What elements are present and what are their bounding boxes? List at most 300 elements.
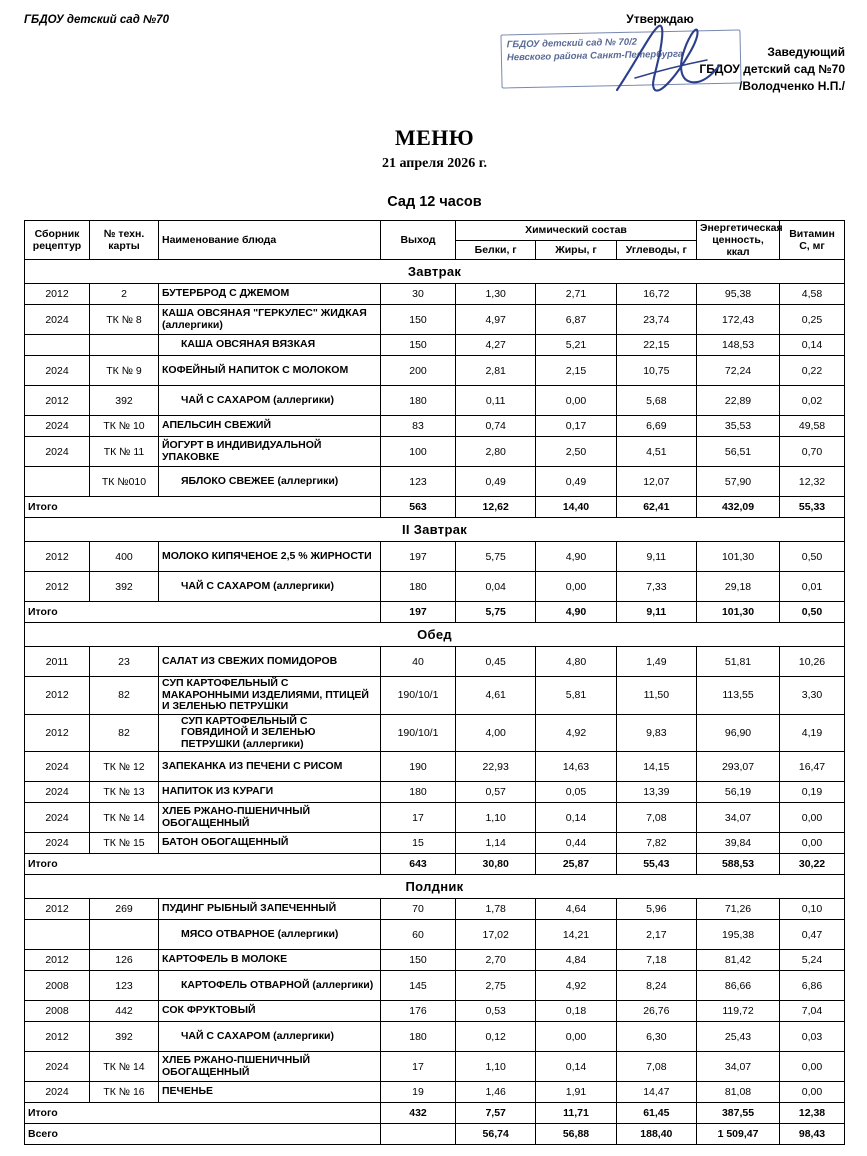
cell-output: 17 [381, 1052, 456, 1082]
cell-energy: 34,07 [697, 803, 780, 833]
cell-output: 145 [381, 971, 456, 1001]
cell-carbs: 7,08 [616, 1052, 696, 1082]
cell-output: 60 [381, 920, 456, 950]
col-energy: Энергетическая ценность, ккал [697, 221, 780, 260]
cell-vitamin-c: 0,03 [780, 1022, 845, 1052]
cell-dish-name: СУП КАРТОФЕЛЬНЫЙ С ГОВЯДИНОЙ И ЗЕЛЕНЬЮ ПЕТРУШКИ (аллергики) [159, 714, 381, 752]
cell-tech-card: ТК № 10 [90, 416, 159, 437]
cell-fats: 2,15 [536, 356, 616, 386]
cell-proteins: 5,75 [456, 542, 536, 572]
cell-proteins: 0,57 [456, 782, 536, 803]
cell-energy: 72,24 [697, 356, 780, 386]
cell-sbornik: 2012 [25, 542, 90, 572]
cell-vitamin-c: 12,32 [780, 467, 845, 497]
cell-sbornik: 2024 [25, 437, 90, 467]
cell-carbs: 12,07 [616, 467, 696, 497]
section-total-row [25, 602, 845, 623]
cell-energy: 34,07 [697, 1052, 780, 1082]
cell-sbornik [25, 920, 90, 950]
cell-tech-card: 123 [90, 971, 159, 1001]
cell-energy: 56,51 [697, 437, 780, 467]
cell-dish-name: ЧАЙ С САХАРОМ (аллергики) [159, 1022, 381, 1052]
cell-proteins: 0,45 [456, 647, 536, 677]
section-title: II Завтрак [25, 518, 845, 542]
cell-sbornik: 2024 [25, 782, 90, 803]
cell-carbs: 26,76 [616, 1001, 696, 1022]
cell-proteins: 22,93 [456, 752, 536, 782]
cell-tech-card: 23 [90, 647, 159, 677]
cell-tech-card: ТК №010 [90, 467, 159, 497]
cell-dish-name: СОК ФРУКТОВЫЙ [159, 1001, 381, 1022]
cell-carbs: 16,72 [616, 284, 696, 305]
cell-output: 190/10/1 [381, 714, 456, 752]
total-vitamin-c: 30,22 [780, 854, 845, 875]
cell-energy: 101,30 [697, 542, 780, 572]
col-carbs: Углеводы, г [616, 240, 696, 260]
cell-tech-card: 269 [90, 899, 159, 920]
cell-sbornik: 2012 [25, 284, 90, 305]
cell-tech-card: ТК № 8 [90, 305, 159, 335]
cell-energy: 81,08 [697, 1082, 780, 1103]
cell-energy: 56,19 [697, 782, 780, 803]
cell-sbornik: 2024 [25, 1052, 90, 1082]
cell-proteins: 4,00 [456, 714, 536, 752]
grand-total-label: Всего [25, 1124, 381, 1145]
cell-dish-name: КАРТОФЕЛЬ В МОЛОКЕ [159, 950, 381, 971]
total-vitamin-c: 12,38 [780, 1103, 845, 1124]
cell-carbs: 11,50 [616, 677, 696, 715]
cell-tech-card: 392 [90, 386, 159, 416]
total-output: 563 [381, 497, 456, 518]
cell-fats: 0,18 [536, 1001, 616, 1022]
col-proteins: Белки, г [456, 240, 536, 260]
cell-tech-card: 442 [90, 1001, 159, 1022]
cell-energy: 51,81 [697, 647, 780, 677]
cell-fats: 5,81 [536, 677, 616, 715]
cell-vitamin-c: 0,47 [780, 920, 845, 950]
cell-carbs: 13,39 [616, 782, 696, 803]
cell-tech-card: ТК № 12 [90, 752, 159, 782]
menu-date: 21 апреля 2026 г. [381, 156, 488, 171]
cell-output: 123 [381, 467, 456, 497]
cell-proteins: 1,10 [456, 803, 536, 833]
cell-proteins: 17,02 [456, 920, 536, 950]
total-output: 432 [381, 1103, 456, 1124]
col-dish: Наименование блюда [159, 221, 381, 260]
section-header-row [25, 623, 845, 647]
grand-total-vitamin-c: 98,43 [780, 1124, 845, 1145]
cell-energy: 29,18 [697, 572, 780, 602]
table-row [25, 1052, 845, 1082]
cell-fats: 0,00 [536, 572, 616, 602]
cell-energy: 57,90 [697, 467, 780, 497]
cell-tech-card: 392 [90, 572, 159, 602]
cell-proteins: 2,81 [456, 356, 536, 386]
cell-output: 150 [381, 950, 456, 971]
cell-dish-name: САЛАТ ИЗ СВЕЖИХ ПОМИДОРОВ [159, 647, 381, 677]
stamp-line-1: ГБДОУ детский сад № 70/2 [506, 36, 638, 51]
cell-carbs: 14,15 [616, 752, 696, 782]
cell-energy: 172,43 [697, 305, 780, 335]
cell-energy: 35,53 [697, 416, 780, 437]
col-chemical-group: Химический состав [456, 221, 697, 241]
section-header-row [25, 875, 845, 899]
total-label: Итого [25, 497, 381, 518]
total-proteins: 7,57 [456, 1103, 536, 1124]
table-row [25, 467, 845, 497]
cell-tech-card: ТК № 14 [90, 803, 159, 833]
cell-carbs: 7,33 [616, 572, 696, 602]
table-row [25, 752, 845, 782]
cell-sbornik: 2024 [25, 1082, 90, 1103]
section-title: Обед [25, 623, 845, 647]
cell-tech-card: ТК № 11 [90, 437, 159, 467]
cell-proteins: 0,12 [456, 1022, 536, 1052]
cell-dish-name: АПЕЛЬСИН СВЕЖИЙ [159, 416, 381, 437]
organization-name: ГБДОУ детский сад №70 [24, 14, 169, 26]
col-vitamin-c: Витамин С, мг [780, 221, 845, 260]
cell-output: 150 [381, 305, 456, 335]
cell-fats: 4,92 [536, 714, 616, 752]
table-row [25, 356, 845, 386]
cell-carbs: 5,96 [616, 899, 696, 920]
cell-energy: 71,26 [697, 899, 780, 920]
cell-sbornik: 2024 [25, 356, 90, 386]
table-row [25, 647, 845, 677]
cell-sbornik: 2012 [25, 899, 90, 920]
cell-output: 176 [381, 1001, 456, 1022]
cell-output: 15 [381, 833, 456, 854]
table-row [25, 437, 845, 467]
table-row [25, 782, 845, 803]
total-label: Итого [25, 1103, 381, 1124]
cell-vitamin-c: 0,00 [780, 803, 845, 833]
cell-fats: 5,21 [536, 335, 616, 356]
total-energy: 387,55 [697, 1103, 780, 1124]
grand-total-carbs: 188,40 [616, 1124, 696, 1145]
cell-sbornik [25, 467, 90, 497]
cell-energy: 148,53 [697, 335, 780, 356]
cell-vitamin-c: 6,86 [780, 971, 845, 1001]
cell-carbs: 6,69 [616, 416, 696, 437]
cell-output: 190 [381, 752, 456, 782]
cell-sbornik: 2012 [25, 1022, 90, 1052]
cell-tech-card: ТК № 16 [90, 1082, 159, 1103]
cell-dish-name: ХЛЕБ РЖАНО-ПШЕНИЧНЫЙ ОБОГАЩЕННЫЙ [159, 803, 381, 833]
total-fats: 25,87 [536, 854, 616, 875]
cell-output: 200 [381, 356, 456, 386]
cell-energy: 22,89 [697, 386, 780, 416]
total-proteins: 5,75 [456, 602, 536, 623]
cell-sbornik: 2008 [25, 1001, 90, 1022]
cell-tech-card: 392 [90, 1022, 159, 1052]
cell-vitamin-c: 0,25 [780, 305, 845, 335]
cell-carbs: 7,82 [616, 833, 696, 854]
cell-carbs: 5,68 [616, 386, 696, 416]
cell-proteins: 2,80 [456, 437, 536, 467]
cell-carbs: 2,17 [616, 920, 696, 950]
cell-dish-name: СУП КАРТОФЕЛЬНЫЙ С МАКАРОННЫМИ ИЗДЕЛИЯМИ, ПТИЦЕЙ И ЗЕЛЕНЬЮ ПЕТРУШКИ [159, 677, 381, 715]
cell-fats: 0,00 [536, 1022, 616, 1052]
approval-block [506, 12, 845, 95]
cell-proteins: 0,74 [456, 416, 536, 437]
approve-position: Заведующий [767, 45, 845, 59]
grand-total-output [381, 1124, 456, 1145]
table-row [25, 305, 845, 335]
cell-carbs: 9,11 [616, 542, 696, 572]
col-fats: Жиры, г [536, 240, 616, 260]
cell-sbornik: 2012 [25, 572, 90, 602]
cell-tech-card: 82 [90, 714, 159, 752]
cell-proteins: 2,75 [456, 971, 536, 1001]
table-row [25, 1022, 845, 1052]
page-title: МЕНЮ [394, 125, 475, 150]
table-row [25, 833, 845, 854]
cell-sbornik: 2012 [25, 677, 90, 715]
stamp-line-2: Невского района Санкт-Петербурга [506, 48, 684, 64]
cell-energy: 96,90 [697, 714, 780, 752]
cell-proteins: 1,14 [456, 833, 536, 854]
cell-tech-card: 2 [90, 284, 159, 305]
approve-signer: /Володченко Н.П./ [739, 79, 845, 93]
cell-energy: 195,38 [697, 920, 780, 950]
approve-organization: ГБДОУ детский сад №70 [699, 62, 845, 76]
table-row [25, 386, 845, 416]
table-row [25, 950, 845, 971]
cell-energy: 86,66 [697, 971, 780, 1001]
cell-proteins: 0,04 [456, 572, 536, 602]
cell-proteins: 1,10 [456, 1052, 536, 1082]
cell-sbornik: 2024 [25, 803, 90, 833]
section-title: Полдник [25, 875, 845, 899]
cell-fats: 14,63 [536, 752, 616, 782]
grand-total-row [25, 1124, 845, 1145]
cell-energy: 81,42 [697, 950, 780, 971]
cell-output: 180 [381, 782, 456, 803]
cell-energy: 39,84 [697, 833, 780, 854]
table-header [25, 221, 845, 260]
total-energy: 101,30 [697, 602, 780, 623]
cell-vitamin-c: 4,58 [780, 284, 845, 305]
cell-carbs: 6,30 [616, 1022, 696, 1052]
total-output: 643 [381, 854, 456, 875]
cell-vitamin-c: 0,00 [780, 833, 845, 854]
cell-output: 17 [381, 803, 456, 833]
cell-sbornik [25, 335, 90, 356]
cell-output: 180 [381, 1022, 456, 1052]
cell-fats: 2,50 [536, 437, 616, 467]
section-total-row [25, 1103, 845, 1124]
cell-proteins: 4,61 [456, 677, 536, 715]
menu-table [24, 220, 845, 1145]
cell-dish-name: МОЛОКО КИПЯЧЕНОЕ 2,5 % ЖИРНОСТИ [159, 542, 381, 572]
total-fats: 4,90 [536, 602, 616, 623]
cell-carbs: 7,18 [616, 950, 696, 971]
total-carbs: 62,41 [616, 497, 696, 518]
cell-vitamin-c: 0,01 [780, 572, 845, 602]
grand-total-proteins: 56,74 [456, 1124, 536, 1145]
cell-tech-card: ТК № 9 [90, 356, 159, 386]
cell-fats: 14,21 [536, 920, 616, 950]
cell-output: 19 [381, 1082, 456, 1103]
cell-tech-card: 400 [90, 542, 159, 572]
cell-dish-name: МЯСО ОТВАРНОЕ (аллергики) [159, 920, 381, 950]
table-row [25, 1001, 845, 1022]
cell-proteins: 0,49 [456, 467, 536, 497]
cell-proteins: 0,53 [456, 1001, 536, 1022]
cell-carbs: 22,15 [616, 335, 696, 356]
total-carbs: 55,43 [616, 854, 696, 875]
cell-proteins: 4,97 [456, 305, 536, 335]
menu-subtitle: Сад 12 часов [387, 194, 482, 210]
cell-fats: 0,44 [536, 833, 616, 854]
cell-vitamin-c: 4,19 [780, 714, 845, 752]
approve-title: Утверждаю [626, 12, 694, 26]
cell-fats: 0,49 [536, 467, 616, 497]
cell-dish-name: ЧАЙ С САХАРОМ (аллергики) [159, 572, 381, 602]
cell-fats: 4,80 [536, 647, 616, 677]
cell-tech-card: ТК № 13 [90, 782, 159, 803]
cell-proteins: 1,46 [456, 1082, 536, 1103]
cell-vitamin-c: 16,47 [780, 752, 845, 782]
grand-total-energy: 1 509,47 [697, 1124, 780, 1145]
cell-fats: 0,05 [536, 782, 616, 803]
table-row [25, 803, 845, 833]
cell-sbornik: 2012 [25, 386, 90, 416]
total-vitamin-c: 0,50 [780, 602, 845, 623]
cell-dish-name: ЯБЛОКО СВЕЖЕЕ (аллергики) [159, 467, 381, 497]
table-body [25, 260, 845, 1145]
total-output: 197 [381, 602, 456, 623]
cell-dish-name: ЙОГУРТ В ИНДИВИДУАЛЬНОЙ УПАКОВКЕ [159, 437, 381, 467]
cell-output: 70 [381, 899, 456, 920]
cell-sbornik: 2024 [25, 305, 90, 335]
cell-sbornik: 2024 [25, 833, 90, 854]
total-fats: 11,71 [536, 1103, 616, 1124]
table-row [25, 714, 845, 752]
cell-fats: 0,14 [536, 803, 616, 833]
cell-dish-name: ХЛЕБ РЖАНО-ПШЕНИЧНЫЙ ОБОГАЩЕННЫЙ [159, 1052, 381, 1082]
total-vitamin-c: 55,33 [780, 497, 845, 518]
cell-proteins: 0,11 [456, 386, 536, 416]
cell-carbs: 1,49 [616, 647, 696, 677]
table-row [25, 284, 845, 305]
section-header-row [25, 260, 845, 284]
cell-output: 190/10/1 [381, 677, 456, 715]
document-header [24, 12, 845, 95]
cell-fats: 2,71 [536, 284, 616, 305]
cell-energy: 113,55 [697, 677, 780, 715]
cell-output: 83 [381, 416, 456, 437]
cell-fats: 0,14 [536, 1052, 616, 1082]
cell-fats: 0,00 [536, 386, 616, 416]
cell-vitamin-c: 0,14 [780, 335, 845, 356]
cell-vitamin-c: 0,19 [780, 782, 845, 803]
table-row [25, 677, 845, 715]
total-label: Итого [25, 854, 381, 875]
table-row [25, 416, 845, 437]
section-total-row [25, 854, 845, 875]
table-row [25, 971, 845, 1001]
cell-sbornik: 2012 [25, 950, 90, 971]
cell-fats: 4,90 [536, 542, 616, 572]
cell-dish-name: КАША ОВСЯНАЯ "ГЕРКУЛЕС" ЖИДКАЯ (аллергики) [159, 305, 381, 335]
col-sbornik: Сборник рецептур [25, 221, 90, 260]
cell-dish-name: НАПИТОК ИЗ КУРАГИ [159, 782, 381, 803]
cell-dish-name: БУТЕРБРОД С ДЖЕМОМ [159, 284, 381, 305]
section-header-row [25, 518, 845, 542]
cell-fats: 4,84 [536, 950, 616, 971]
cell-fats: 4,64 [536, 899, 616, 920]
cell-dish-name: ЗАПЕКАНКА ИЗ ПЕЧЕНИ С РИСОМ [159, 752, 381, 782]
grand-total-fats: 56,88 [536, 1124, 616, 1145]
cell-dish-name: ПЕЧЕНЬЕ [159, 1082, 381, 1103]
cell-energy: 25,43 [697, 1022, 780, 1052]
total-energy: 432,09 [697, 497, 780, 518]
cell-tech-card: ТК № 15 [90, 833, 159, 854]
cell-vitamin-c: 0,02 [780, 386, 845, 416]
cell-dish-name: КОФЕЙНЫЙ НАПИТОК С МОЛОКОМ [159, 356, 381, 386]
cell-vitamin-c: 0,00 [780, 1082, 845, 1103]
section-total-row [25, 497, 845, 518]
cell-carbs: 4,51 [616, 437, 696, 467]
cell-sbornik: 2008 [25, 971, 90, 1001]
total-proteins: 12,62 [456, 497, 536, 518]
cell-fats: 0,17 [536, 416, 616, 437]
table-row [25, 899, 845, 920]
cell-proteins: 1,78 [456, 899, 536, 920]
cell-sbornik: 2024 [25, 416, 90, 437]
cell-output: 30 [381, 284, 456, 305]
cell-dish-name: ЧАЙ С САХАРОМ (аллергики) [159, 386, 381, 416]
cell-vitamin-c: 0,70 [780, 437, 845, 467]
cell-tech-card: 126 [90, 950, 159, 971]
table-row [25, 335, 845, 356]
total-proteins: 30,80 [456, 854, 536, 875]
cell-fats: 4,92 [536, 971, 616, 1001]
cell-sbornik: 2024 [25, 752, 90, 782]
cell-fats: 1,91 [536, 1082, 616, 1103]
total-fats: 14,40 [536, 497, 616, 518]
col-output: Выход [381, 221, 456, 260]
cell-proteins: 2,70 [456, 950, 536, 971]
section-title: Завтрак [25, 260, 845, 284]
cell-output: 180 [381, 386, 456, 416]
cell-proteins: 1,30 [456, 284, 536, 305]
cell-vitamin-c: 49,58 [780, 416, 845, 437]
cell-vitamin-c: 0,10 [780, 899, 845, 920]
cell-carbs: 23,74 [616, 305, 696, 335]
table-row [25, 1082, 845, 1103]
cell-tech-card: ТК № 14 [90, 1052, 159, 1082]
cell-carbs: 8,24 [616, 971, 696, 1001]
cell-dish-name: БАТОН ОБОГАЩЕННЫЙ [159, 833, 381, 854]
table-row [25, 920, 845, 950]
cell-energy: 95,38 [697, 284, 780, 305]
cell-tech-card [90, 920, 159, 950]
cell-carbs: 10,75 [616, 356, 696, 386]
cell-proteins: 4,27 [456, 335, 536, 356]
cell-output: 100 [381, 437, 456, 467]
cell-dish-name: КАРТОФЕЛЬ ОТВАРНОЙ (аллергики) [159, 971, 381, 1001]
col-tech-card: № техн. карты [90, 221, 159, 260]
cell-output: 197 [381, 542, 456, 572]
cell-dish-name: КАША ОВСЯНАЯ ВЯЗКАЯ [159, 335, 381, 356]
cell-carbs: 9,83 [616, 714, 696, 752]
cell-output: 180 [381, 572, 456, 602]
table-row [25, 542, 845, 572]
cell-vitamin-c: 5,24 [780, 950, 845, 971]
